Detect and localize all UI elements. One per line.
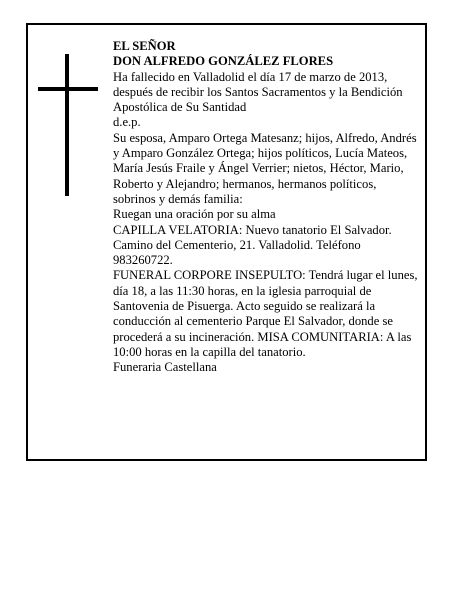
funeral-info: FUNERAL CORPORE INSEPULTO: Tendrá lugar el lunes, día 18, a las 11:30 horas, en la iglesia parroquial de Santovenia de Pisuerga. Acto seguido se realizará la conducción al cementerio Parque El Salvador, donde se procederá a su incineración. MISA COMUNITARIA: A las 10:00 horas en la capilla del tanatorio. bbox=[113, 268, 418, 359]
obituary-text bbox=[113, 39, 419, 376]
prayer-request: Ruegan una oración por su alma bbox=[113, 207, 276, 222]
cross-horizontal-bar bbox=[38, 87, 98, 91]
family-list: Su esposa, Amparo Ortega Matesanz; hijos, Alfredo, Andrés y Amparo González Ortega; hijos políticos, Lucía Mateos, María Jesús Fraile y Ángel Verrier; nietos, Héctor, Mario, Roberto y Alejandro; hermanos, hermanos políticos, sobrinos y demás familia: bbox=[113, 130, 417, 206]
chapel-info: CAPILLA VELATORIA: Nuevo tanatorio El Salvador. Camino del Cementerio, 21. Valladolid. Teléfono 983260722. bbox=[113, 222, 392, 268]
title-line-1: EL SEÑOR bbox=[113, 39, 176, 53]
deceased-name: DON ALFREDO GONZÁLEZ FLORES bbox=[113, 54, 334, 69]
cross-icon bbox=[38, 54, 98, 196]
death-announcement: Ha fallecido en Valladolid el día 17 de marzo de 2013, después de recibir los Santos Sacramentos y la Bendición Apostólica de Su Santidad bbox=[113, 69, 403, 115]
dep-abbreviation: d.e.p. bbox=[113, 115, 141, 130]
funeral-home: Funeraria Castellana bbox=[113, 360, 217, 375]
cross-vertical-bar bbox=[65, 54, 69, 196]
